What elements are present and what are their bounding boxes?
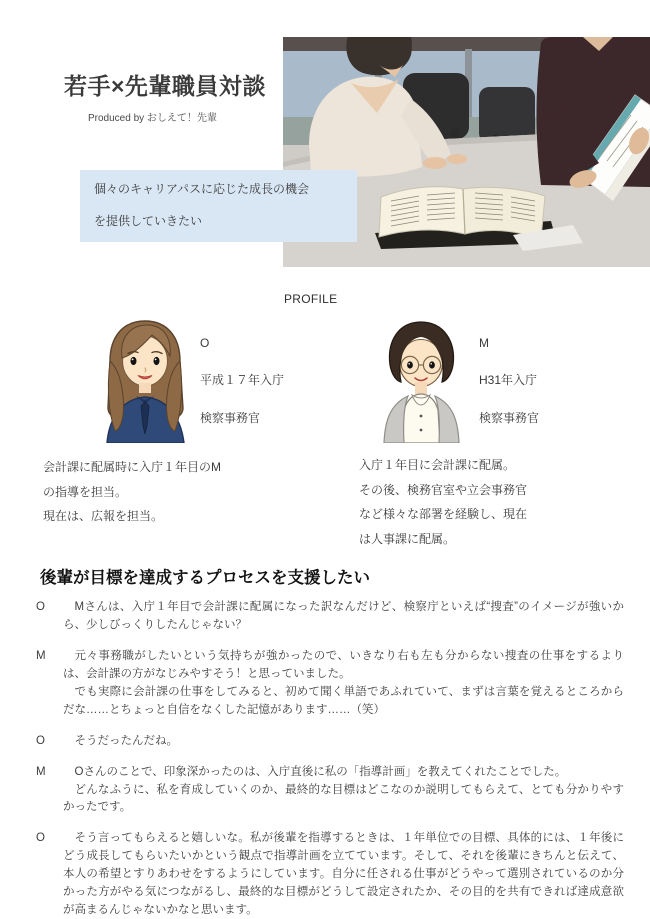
dialogue-turn bbox=[36, 830, 624, 919]
member-role: 検察事務官 bbox=[200, 411, 261, 425]
section-heading: 後輩が目標を達成するプロセスを支援したい bbox=[40, 569, 370, 587]
dialogue-text bbox=[63, 599, 624, 635]
speaker-label: O bbox=[36, 734, 45, 747]
profile-member-o bbox=[200, 336, 284, 447]
bio-line: 現在は、広報を担当。 bbox=[43, 509, 164, 524]
avatar-o-illustration bbox=[95, 316, 196, 443]
dialogue-turn bbox=[36, 648, 624, 720]
dialogue-text bbox=[63, 733, 624, 751]
bio-line: は人事課に配属。 bbox=[359, 531, 456, 546]
dialogue-text bbox=[63, 830, 624, 919]
quote-box bbox=[80, 170, 357, 242]
dialogue-text bbox=[63, 648, 624, 720]
page-title: 若手×先輩職員対談 bbox=[64, 73, 266, 99]
dialogue-paragraph: Oさんのことで、印象深かったのは、入庁直後に私の「指導計画」を教えてくれたことでした。 bbox=[74, 765, 567, 778]
dialogue bbox=[36, 599, 624, 919]
bio-line: その後、検務官室や立会事務官 bbox=[359, 482, 528, 497]
bio-line: 会計課に配属時に入庁１年目のM bbox=[43, 460, 221, 474]
speaker-label: O bbox=[36, 832, 45, 845]
member-joined: 平成１７年入庁 bbox=[200, 373, 285, 387]
quote-line: を提供していきたい bbox=[94, 214, 203, 228]
member-initial: O bbox=[200, 336, 210, 350]
dialogue-paragraph: どんなふうに、私を育成していくのか、最終的な目標はどこなのか説明してもらえて、とても分かりやすかったです。 bbox=[63, 783, 624, 814]
profile-member-m bbox=[479, 336, 539, 447]
bio-line: 入庁１年目に会計課に配属。 bbox=[359, 458, 516, 472]
dialogue-paragraph: Mさんは、入庁１年目で会計課に配属になった訳なんだけど、検察庁といえば“捜査”のイメージが強いから、少しびっくりしたんじゃない？ bbox=[63, 601, 624, 631]
speaker-label: M bbox=[36, 765, 46, 778]
dialogue-paragraph: でも実際に会計課の仕事をしてみると、初めて聞く単語であふれていて、まずは言葉を覚えるところからだな……とちょっと自信をなくした記憶があります……（笑） bbox=[63, 685, 624, 716]
bio-line: の指導を担当。 bbox=[43, 484, 128, 499]
avatar-m-illustration bbox=[371, 316, 472, 443]
member-joined: H31年入庁 bbox=[479, 373, 538, 387]
page-subtitle: Produced by おしえて！先輩 bbox=[88, 113, 217, 124]
dialogue-turn bbox=[36, 733, 624, 751]
quote-line: 個々のキャリアパスに応じた成長の機会 bbox=[94, 182, 310, 196]
dialogue-turn bbox=[36, 764, 624, 818]
bio-line: など様々な部署を経験し、現在 bbox=[359, 507, 528, 522]
speaker-label: O bbox=[36, 601, 45, 613]
dialogue-paragraph: そうだったんだね。 bbox=[74, 734, 178, 747]
bio-m bbox=[359, 453, 639, 551]
speaker-label: M bbox=[36, 649, 46, 662]
profile-heading: PROFILE bbox=[284, 292, 338, 306]
dialogue-text bbox=[63, 764, 624, 818]
member-role: 検察事務官 bbox=[479, 411, 540, 425]
bio-o bbox=[43, 455, 323, 529]
dialogue-paragraph: 元々事務職がしたいという気持ちが強かったので、いきなり右も左も分からない捜査の仕事をするよりは、会計課の方がなじみやすそう！と思っていました。 bbox=[63, 649, 624, 680]
dialogue-turn bbox=[36, 599, 624, 635]
dialogue-paragraph: そう言ってもらえると嬉しいな。私が後輩を指導するときは、１年単位での目標、具体的には、１年後にどう成長してもらいたいかという観点で指導計画を立てています。そして、それを後輩にきちんと伝えて、本人の希望とすりあわせをするようにしています。自分に任される仕事がどうやって選別されているのか分かった方がやる気につながるし、最終的な目標がどうして設定されたか、その目的を共有できれば達成意欲が高まるんじゃないかなと思います。 bbox=[63, 832, 624, 917]
member-initial: M bbox=[479, 336, 489, 350]
